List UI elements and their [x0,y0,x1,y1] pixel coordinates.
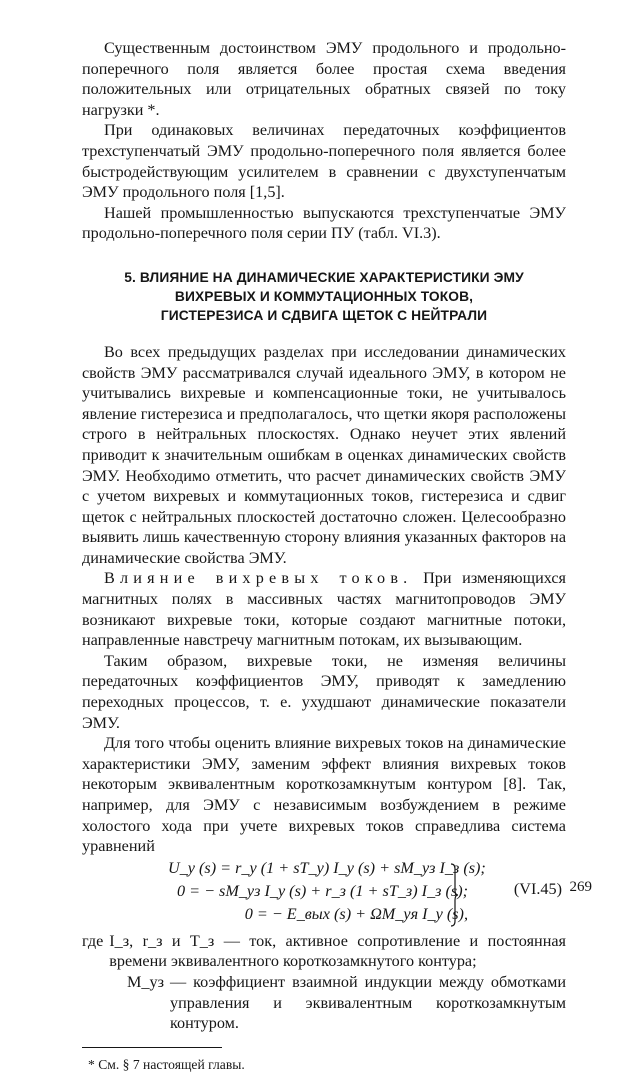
equation-3: 0 = − E_вых (s) + ΩM_yя I_y (s), [244,904,468,923]
heading-line-1: 5. ВЛИЯНИЕ НА ДИНАМИЧЕСКИЕ ХАРАКТЕРИСТИКИ ЭМУ [124,269,524,285]
definitions [82,931,566,1034]
equation-system [82,857,566,929]
equation-number: (VI.45) [513,879,562,898]
definition-text-2: — коэффициент взаимной индукции между обмотками управления и эквивалентным короткозамкнутым контуром. [170,972,566,1033]
paragraph-method: Для того чтобы оценить влияние вихревых токов на динамические характеристики ЭМУ, заменим эффект влияния вихревых токов некоторым эквивалентным короткозамкнутым контуром [8]. Так, например, для ЭМУ с независимым возбуждением в режиме холостого хода при учете вихревых токов справедлива система уравнений [82,734,566,856]
eddy-text: При изменяющихся магнитных полях в массивных частях магнитопроводов ЭМУ возникают вихревые токи, которые создают магнитные потоки, направленные навстречу магнитным потокам, их вызывающим. [82,569,566,650]
right-brace-icon [450,863,458,927]
paragraph-conclusion: Таким образом, вихревые токи, не изменяя величины передаточных коэффициентов ЭМУ, приводят к замедлению переходных процессов, т. е. ухудшают динамические показатели ЭМУ. [82,651,566,732]
page-number: 269 [569,879,592,895]
footnote: * См. § 7 настоящей главы. [88,1056,245,1072]
equation-1: U_y (s) = r_y (1 + sT_y) I_y (s) + sM_yз I_з (s); [168,858,486,877]
eddy-lead-spaced: Влияние вихревых токов. [104,569,413,588]
section-heading [82,268,566,325]
definition-term-2: M_yз [127,972,164,991]
equation-lines [168,857,486,926]
paragraph-3: Нашей промышленностью выпускаются трехступенчатые ЭМУ продольно-поперечного поля серии ПУ (табл. VI.3). [82,203,566,243]
paragraph-intro: Во всех предыдущих разделах при исследовании динамических свойств ЭМУ рассматривался случай идеального ЭМУ, в котором не учитывались вихревые и компенсационные токи, не учитывалось явление гистерезиса и предполагалось, что щетки якоря расположены строго в нейтральных плоскостях. Однако неучет этих явлений приводит к значительным ошибкам в оценках динамических свойств ЭМУ. Необходимо отметить, что расчет динамических свойств ЭМУ с учетом вихревых и коммутационных токов, гистерезиса и сдвиг щеток с нейтральных плоскостей достаточно сложен. Целесообразно выявить лишь качественную сторону влияния указанных факторов на динамические свойства ЭМУ. [82,342,566,567]
definition-prefix: где [82,931,104,950]
heading-line-3: ГИСТЕРЕЗИСА И СДВИГА ЩЕТОК С НЕЙТРАЛИ [160,307,488,323]
definition-row-1 [82,931,566,972]
footnote-divider [82,1047,222,1048]
page-body [82,38,566,1074]
definition-text-1: I_з, r_з и T_з — ток, активное сопротивление и постоянная времени эквивалентного короткозамкнутого контура; [109,931,566,971]
definition-row-2 [82,972,566,1034]
paragraph-2: При одинаковых величинах передаточных коэффициентов трехступенчатый ЭМУ продольно-поперечного поля является более быстродействующим усилителем в сравнении с двухступенчатым ЭМУ продольного поля [1,5]. [82,121,566,202]
equation-2: 0 = − sM_yз I_y (s) + r_з (1 + sT_з) I_з (s); [176,881,468,900]
heading-line-2: ВИХРЕВЫХ И КОММУТАЦИОННЫХ ТОКОВ, [174,288,474,304]
paragraph-1: Существенным достоинством ЭМУ продольного и продольно-поперечного поля является более простая схема введения положительных или отрицательных обратных связей по току нагрузки *. [82,39,566,119]
paragraph-eddy-currents [82,568,566,650]
